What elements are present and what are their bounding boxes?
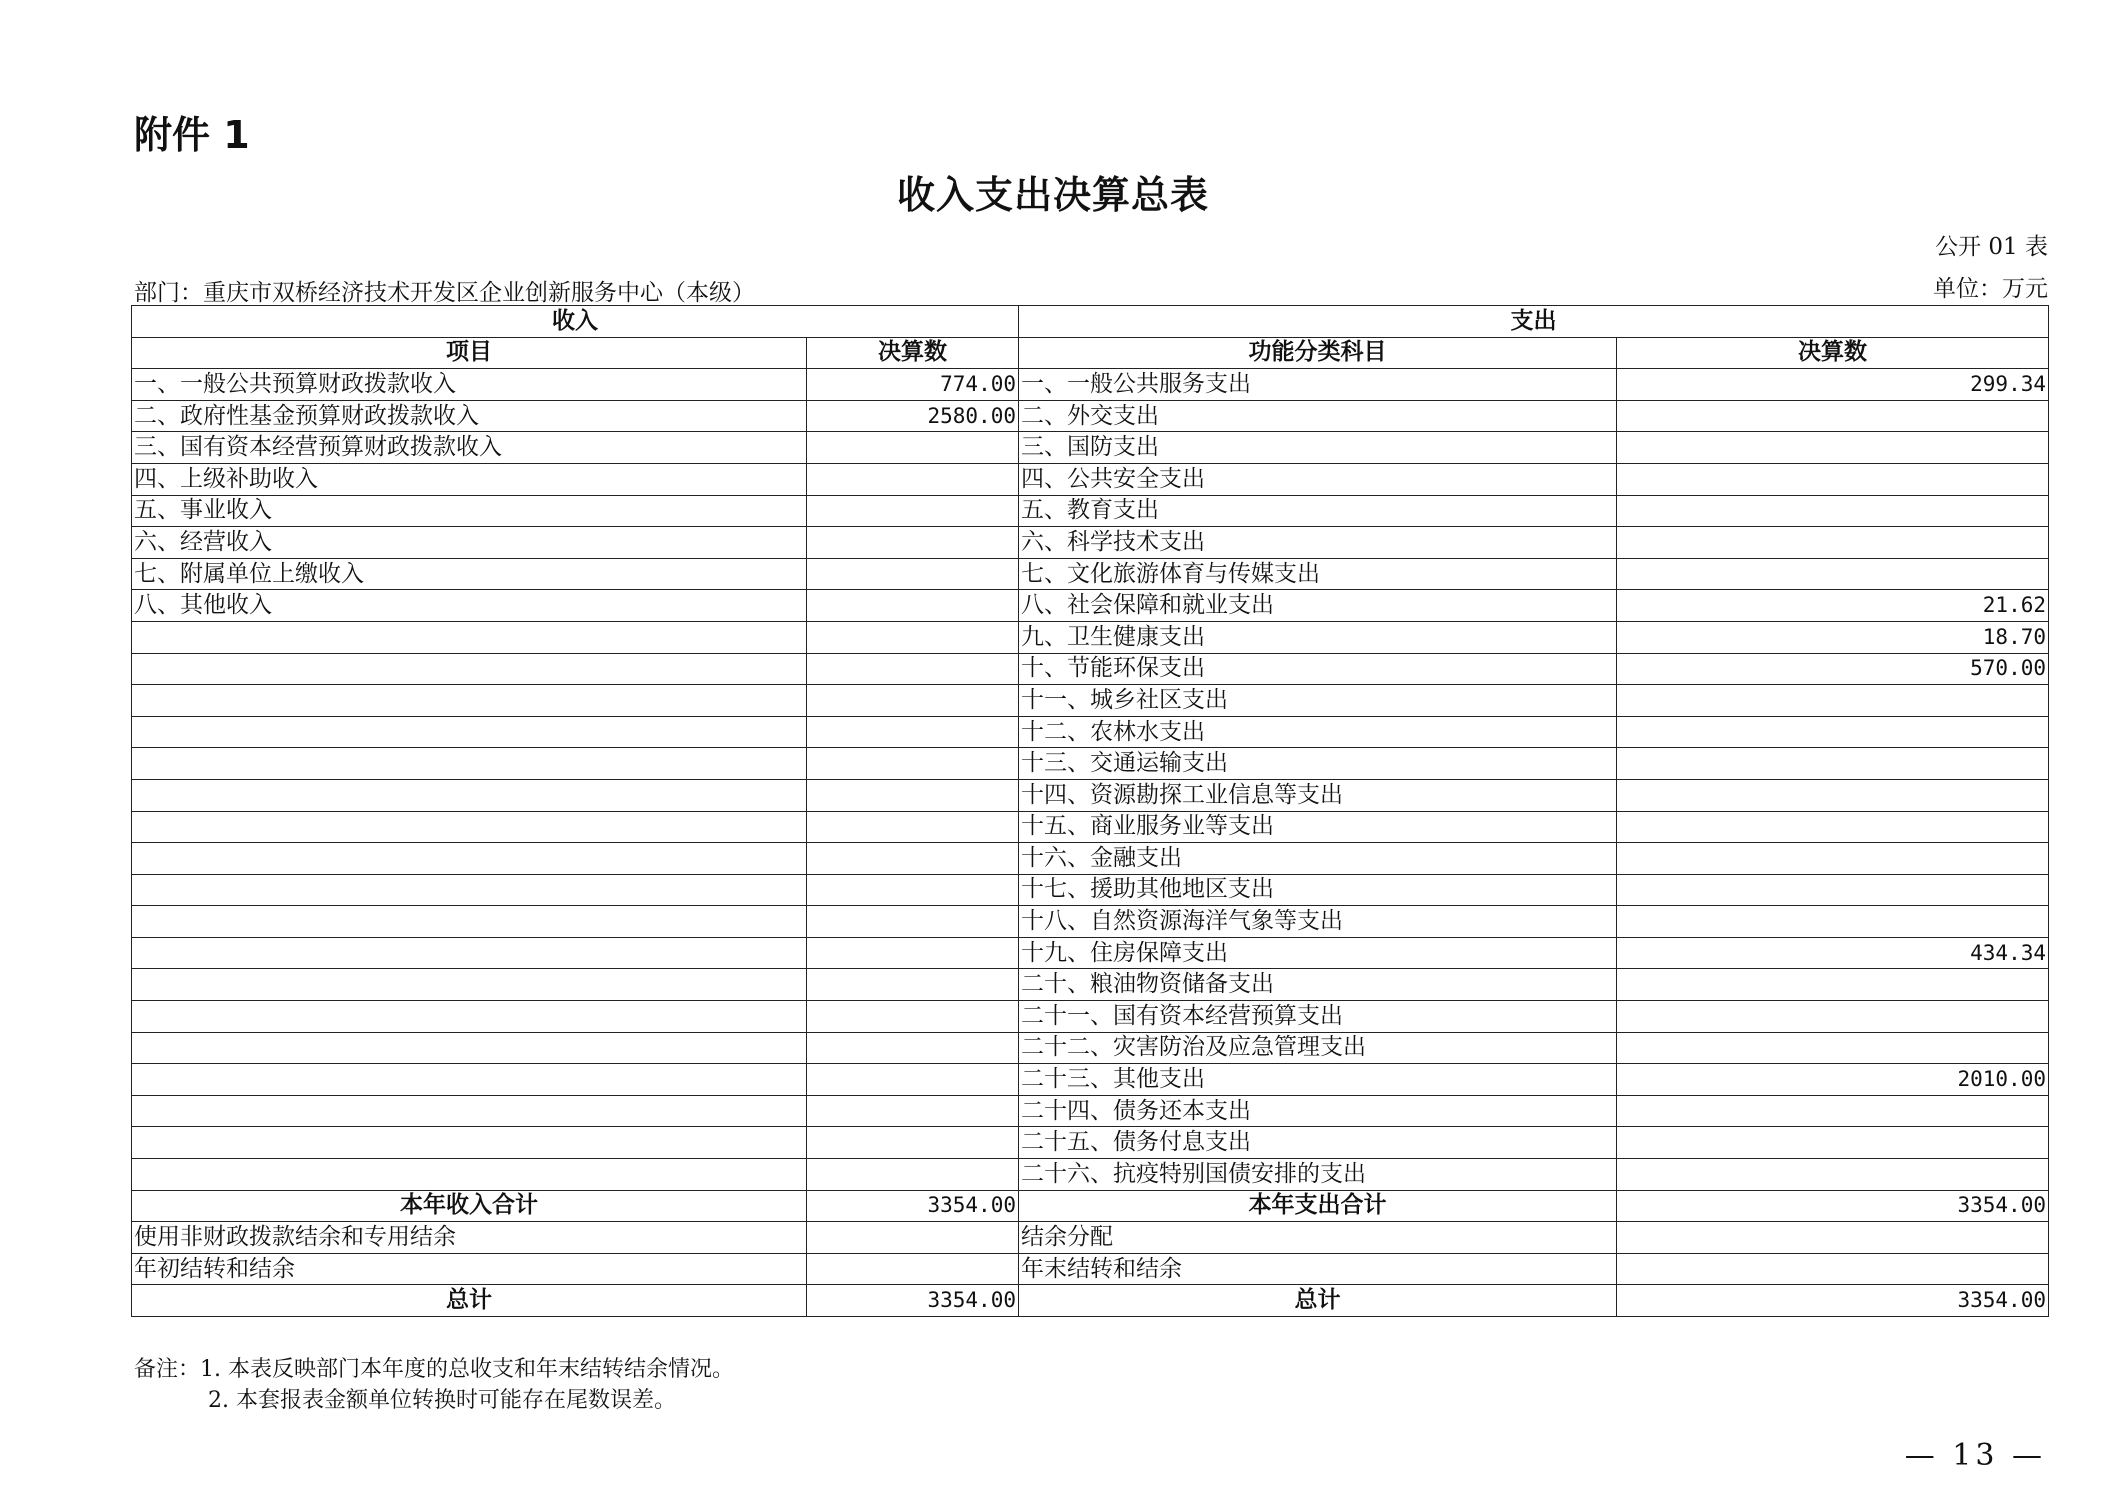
income-item-cell: [132, 937, 807, 969]
column-header-item: 项目: [132, 337, 807, 369]
expense-item-cell: 九、卫生健康支出: [1019, 621, 1617, 653]
income-amount-cell: 3354.00: [807, 1285, 1019, 1317]
income-item-cell: 本年收入合计: [132, 1190, 807, 1222]
expense-item-cell: 六、科学技术支出: [1019, 527, 1617, 559]
income-amount-cell: [807, 811, 1019, 843]
expense-item-cell: 二十三、其他支出: [1019, 1064, 1617, 1096]
expense-amount-cell: [1617, 1222, 2049, 1254]
table-row: [132, 1222, 2049, 1254]
department-label: 部门：重庆市双桥经济技术开发区企业创新服务中心（本级）: [134, 280, 755, 306]
income-item-cell: [132, 653, 807, 685]
table-row: [132, 906, 2049, 938]
income-amount-cell: [807, 1064, 1019, 1096]
income-amount-cell: [807, 969, 1019, 1001]
income-amount-cell: [807, 1253, 1019, 1285]
income-amount-cell: [807, 779, 1019, 811]
table-row: [132, 811, 2049, 843]
expense-item-cell: 二十四、债务还本支出: [1019, 1095, 1617, 1127]
income-item-cell: [132, 685, 807, 717]
expense-amount-cell: 3354.00: [1617, 1190, 2049, 1222]
table-row: [132, 1001, 2049, 1033]
expense-amount-cell: 21.62: [1617, 590, 2049, 622]
expense-item-cell: 十六、金融支出: [1019, 843, 1617, 875]
expense-amount-cell: [1617, 463, 2049, 495]
income-amount-cell: [807, 463, 1019, 495]
expense-item-cell: 四、公共安全支出: [1019, 463, 1617, 495]
column-header-amount2: 决算数: [1617, 337, 2049, 369]
income-item-cell: [132, 969, 807, 1001]
expense-amount-cell: [1617, 432, 2049, 464]
table-row: [132, 716, 2049, 748]
expense-item-cell: 二十五、债务付息支出: [1019, 1127, 1617, 1159]
total-row: [132, 1285, 2049, 1317]
expense-item-cell: 十七、援助其他地区支出: [1019, 874, 1617, 906]
table-row: [132, 1064, 2049, 1096]
subtotal-row: [132, 1190, 2049, 1222]
expense-amount-cell: [1617, 779, 2049, 811]
expense-amount-cell: [1617, 843, 2049, 875]
table-row: [132, 527, 2049, 559]
table-row: [132, 621, 2049, 653]
income-item-cell: [132, 1064, 807, 1096]
expense-amount-cell: [1617, 874, 2049, 906]
expense-amount-cell: [1617, 495, 2049, 527]
expense-item-cell: 十九、住房保障支出: [1019, 937, 1617, 969]
income-amount-cell: [807, 843, 1019, 875]
expense-amount-cell: [1617, 716, 2049, 748]
expense-amount-cell: 570.00: [1617, 653, 2049, 685]
expense-item-cell: 结余分配: [1019, 1222, 1617, 1254]
expense-amount-cell: [1617, 748, 2049, 780]
expense-item-cell: 一、一般公共服务支出: [1019, 369, 1617, 401]
column-header-function: 功能分类科目: [1019, 337, 1617, 369]
expense-item-cell: 总计: [1019, 1285, 1617, 1317]
income-item-cell: [132, 874, 807, 906]
expense-item-cell: 十二、农林水支出: [1019, 716, 1617, 748]
table-row: [132, 1159, 2049, 1191]
expense-section-header: 支出: [1019, 306, 2049, 338]
expense-amount-cell: 3354.00: [1617, 1285, 2049, 1317]
expense-item-cell: 十四、资源勘探工业信息等支出: [1019, 779, 1617, 811]
table-row: [132, 1127, 2049, 1159]
budget-table: [131, 305, 2049, 1317]
income-item-cell: [132, 1127, 807, 1159]
expense-amount-cell: [1617, 1253, 2049, 1285]
income-item-cell: [132, 621, 807, 653]
income-item-cell: [132, 906, 807, 938]
expense-item-cell: 年末结转和结余: [1019, 1253, 1617, 1285]
expense-item-cell: 十、节能环保支出: [1019, 653, 1617, 685]
table-row: [132, 779, 2049, 811]
income-amount-cell: [807, 906, 1019, 938]
income-amount-cell: 3354.00: [807, 1190, 1019, 1222]
income-item-cell: 六、经营收入: [132, 527, 807, 559]
expense-amount-cell: [1617, 400, 2049, 432]
income-item-cell: 四、上级补助收入: [132, 463, 807, 495]
expense-item-cell: 五、教育支出: [1019, 495, 1617, 527]
income-item-cell: 年初结转和结余: [132, 1253, 807, 1285]
expense-item-cell: 十三、交通运输支出: [1019, 748, 1617, 780]
income-item-cell: [132, 748, 807, 780]
income-item-cell: [132, 779, 807, 811]
expense-item-cell: 八、社会保障和就业支出: [1019, 590, 1617, 622]
income-section-header: 收入: [132, 306, 1019, 338]
income-amount-cell: [807, 527, 1019, 559]
income-amount-cell: 2580.00: [807, 400, 1019, 432]
income-amount-cell: [807, 1159, 1019, 1191]
note-line-2: 2. 本套报表金额单位转换时可能存在尾数误差。: [208, 1388, 676, 1413]
income-item-cell: [132, 843, 807, 875]
note-line-1: 备注：1. 本表反映部门本年度的总收支和年末结转结余情况。: [134, 1357, 734, 1382]
table-row: [132, 1032, 2049, 1064]
income-item-cell: 一、一般公共预算财政拨款收入: [132, 369, 807, 401]
income-amount-cell: [807, 1127, 1019, 1159]
income-item-cell: 使用非财政拨款结余和专用结余: [132, 1222, 807, 1254]
income-amount-cell: [807, 685, 1019, 717]
table-row: [132, 463, 2049, 495]
expense-item-cell: 二、外交支出: [1019, 400, 1617, 432]
table-section-header-row: [132, 306, 2049, 338]
page-title: 收入支出决算总表: [896, 173, 1209, 217]
table-row: [132, 748, 2049, 780]
expense-amount-cell: 2010.00: [1617, 1064, 2049, 1096]
table-row: [132, 369, 2049, 401]
table-row: [132, 969, 2049, 1001]
table-row: [132, 653, 2049, 685]
expense-item-cell: 二十二、灾害防治及应急管理支出: [1019, 1032, 1617, 1064]
expense-amount-cell: [1617, 811, 2049, 843]
expense-item-cell: 三、国防支出: [1019, 432, 1617, 464]
income-amount-cell: [807, 1032, 1019, 1064]
table-column-header-row: [132, 337, 2049, 369]
income-item-cell: 五、事业收入: [132, 495, 807, 527]
income-amount-cell: [807, 590, 1019, 622]
table-row: [132, 495, 2049, 527]
table-row: [132, 432, 2049, 464]
table-row: [132, 558, 2049, 590]
table-row: [132, 937, 2049, 969]
table-row: [132, 590, 2049, 622]
income-item-cell: 总计: [132, 1285, 807, 1317]
table-row: [132, 1253, 2049, 1285]
form-number: 公开 01 表: [1935, 234, 2048, 260]
expense-amount-cell: [1617, 527, 2049, 559]
income-item-cell: [132, 716, 807, 748]
income-item-cell: 八、其他收入: [132, 590, 807, 622]
income-item-cell: 七、附属单位上缴收入: [132, 558, 807, 590]
income-item-cell: [132, 1095, 807, 1127]
expense-item-cell: 十五、商业服务业等支出: [1019, 811, 1617, 843]
expense-amount-cell: [1617, 685, 2049, 717]
income-item-cell: [132, 1001, 807, 1033]
expense-amount-cell: 299.34: [1617, 369, 2049, 401]
expense-amount-cell: [1617, 1032, 2049, 1064]
table-row: [132, 400, 2049, 432]
income-item-cell: 二、政府性基金预算财政拨款收入: [132, 400, 807, 432]
income-item-cell: [132, 1159, 807, 1191]
table-row: [132, 1095, 2049, 1127]
page-number: — 13 —: [1904, 1438, 2046, 1473]
income-item-cell: 三、国有资本经营预算财政拨款收入: [132, 432, 807, 464]
expense-amount-cell: [1617, 1127, 2049, 1159]
income-item-cell: [132, 811, 807, 843]
expense-item-cell: 十八、自然资源海洋气象等支出: [1019, 906, 1617, 938]
table-row: [132, 685, 2049, 717]
expense-item-cell: 二十六、抗疫特别国债安排的支出: [1019, 1159, 1617, 1191]
income-amount-cell: [807, 1095, 1019, 1127]
income-amount-cell: [807, 1222, 1019, 1254]
expense-amount-cell: [1617, 1159, 2049, 1191]
income-amount-cell: [807, 716, 1019, 748]
expense-amount-cell: 18.70: [1617, 621, 2049, 653]
income-amount-cell: [807, 621, 1019, 653]
expense-item-cell: 二十一、国有资本经营预算支出: [1019, 1001, 1617, 1033]
unit-label: 单位：万元: [1933, 276, 2048, 302]
income-amount-cell: [807, 558, 1019, 590]
expense-item-cell: 本年支出合计: [1019, 1190, 1617, 1222]
income-amount-cell: [807, 495, 1019, 527]
income-amount-cell: [807, 1001, 1019, 1033]
income-amount-cell: [807, 937, 1019, 969]
income-item-cell: [132, 1032, 807, 1064]
expense-amount-cell: [1617, 1001, 2049, 1033]
column-header-amount: 决算数: [807, 337, 1019, 369]
expense-amount-cell: 434.34: [1617, 937, 2049, 969]
attachment-label: 附件 1: [134, 113, 250, 157]
expense-amount-cell: [1617, 1095, 2049, 1127]
income-amount-cell: [807, 653, 1019, 685]
expense-amount-cell: [1617, 969, 2049, 1001]
table-row: [132, 874, 2049, 906]
income-amount-cell: [807, 748, 1019, 780]
expense-item-cell: 二十、粮油物资储备支出: [1019, 969, 1617, 1001]
expense-item-cell: 十一、城乡社区支出: [1019, 685, 1617, 717]
income-amount-cell: 774.00: [807, 369, 1019, 401]
income-amount-cell: [807, 432, 1019, 464]
table-row: [132, 843, 2049, 875]
income-amount-cell: [807, 874, 1019, 906]
expense-item-cell: 七、文化旅游体育与传媒支出: [1019, 558, 1617, 590]
expense-amount-cell: [1617, 558, 2049, 590]
budget-table-body: [132, 306, 2049, 1317]
expense-amount-cell: [1617, 906, 2049, 938]
